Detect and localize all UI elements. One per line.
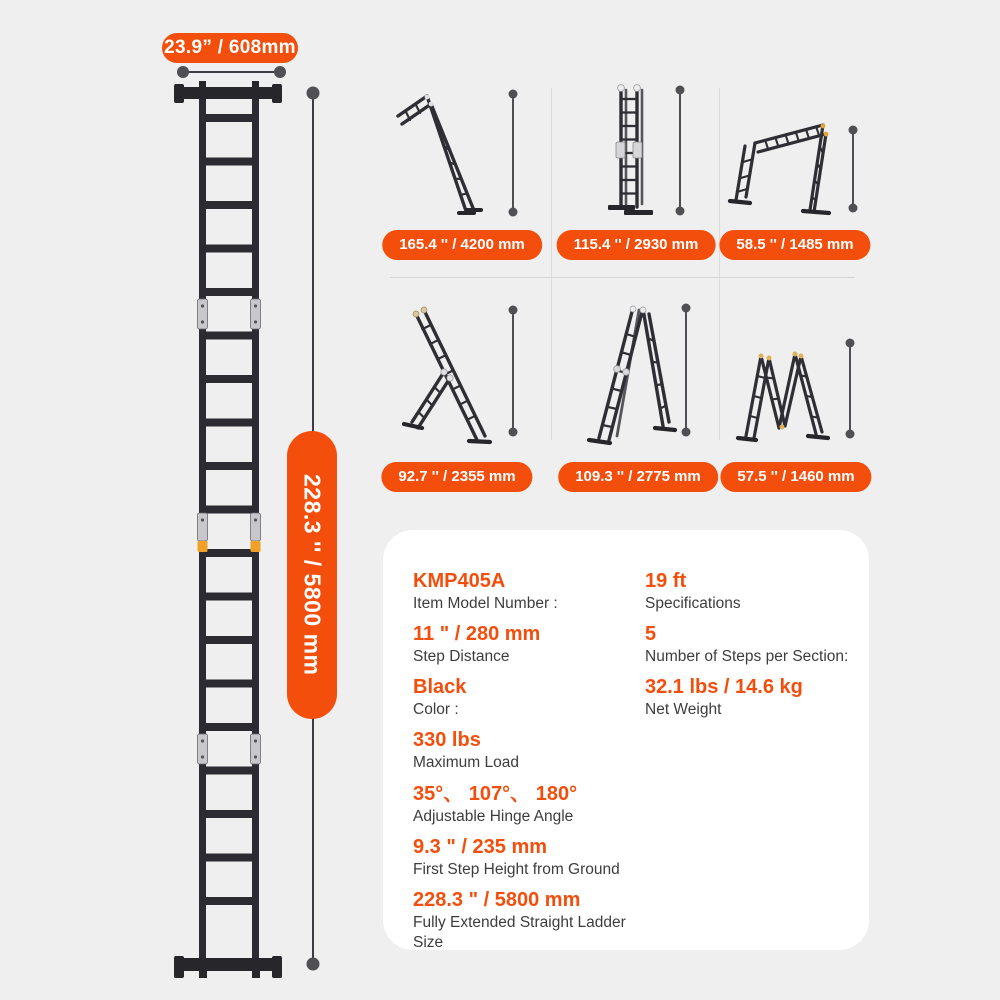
spec-label: Net Weight: [645, 701, 722, 719]
config-scaffold-illustration: [722, 82, 867, 222]
spec-value: Black: [413, 676, 467, 699]
spec-value: 5: [645, 623, 657, 646]
spec-label: Color :: [413, 701, 459, 719]
config-badge-2: 115.4 '' / 2930 mm: [557, 230, 716, 260]
spec-item-extended-size: [413, 889, 638, 953]
height-dimension-label: 228.3 '' / 5800 mm: [299, 474, 326, 676]
spec-item-net-weight: [645, 676, 860, 720]
spec-value: 35°、 107°、 180°: [413, 782, 578, 805]
spec-column-right: [645, 570, 860, 720]
spec-value: 32.1 lbs / 14.6 kg: [645, 676, 803, 699]
spec-label: Specifications: [645, 595, 741, 612]
spec-value: 19 ft: [645, 570, 687, 592]
spec-item-model: [413, 570, 638, 614]
spec-label: Step Distance: [413, 648, 510, 666]
spec-value: 330 lbs: [413, 729, 481, 752]
grid-divider-horizontal: [390, 277, 855, 278]
config-a-frame-illustration: [555, 298, 720, 450]
spec-label: Maximum Load: [413, 754, 519, 772]
grid-divider-vertical-1: [551, 88, 552, 440]
width-dimension-badge: 23.9” / 608mm: [162, 33, 298, 63]
spec-card: [383, 530, 869, 950]
config-badge-1: 165.4 '' / 4200 mm: [382, 230, 542, 260]
spec-column-left: [413, 570, 638, 953]
config-badge-6: 57.5 '' / 1460 mm: [720, 462, 871, 492]
config-badge-4: 92.7 '' / 2355 mm: [381, 462, 532, 492]
config-folded-illustration: [722, 310, 872, 445]
spec-label: Number of Steps per Section:: [645, 648, 849, 666]
spec-label: Item Model Number :: [413, 595, 558, 612]
config-straight-vertical-illustration: [558, 78, 708, 226]
config-extension-on-a-frame-illustration: [385, 300, 535, 450]
spec-item-step-distance: [413, 623, 638, 667]
spec-item-first-step-height: [413, 836, 638, 880]
height-dimension-badge: [287, 431, 337, 719]
config-badge-3: 58.5 '' / 1485 mm: [719, 230, 870, 260]
spec-value: 9.3 " / 235 mm: [413, 835, 548, 858]
spec-label: Fully Extended Straight Ladder Size: [413, 913, 626, 951]
spec-value: 228.3 " / 5800 mm: [413, 888, 581, 911]
spec-item-specifications: [645, 570, 860, 614]
spec-label: First Step Height from Ground: [413, 860, 620, 878]
spec-item-hinge-angle: [413, 783, 638, 827]
spec-item-steps-per-section: [645, 623, 860, 667]
config-badge-5: 109.3 '' / 2775 mm: [558, 462, 718, 492]
spec-value: KMP405A: [413, 570, 506, 592]
spec-item-max-load: [413, 729, 638, 773]
spec-value: 11 " / 280 mm: [413, 623, 541, 646]
spec-item-color: [413, 676, 638, 720]
config-extension-leaning-illustration: [385, 82, 535, 227]
spec-label: Adjustable Hinge Angle: [413, 807, 574, 825]
